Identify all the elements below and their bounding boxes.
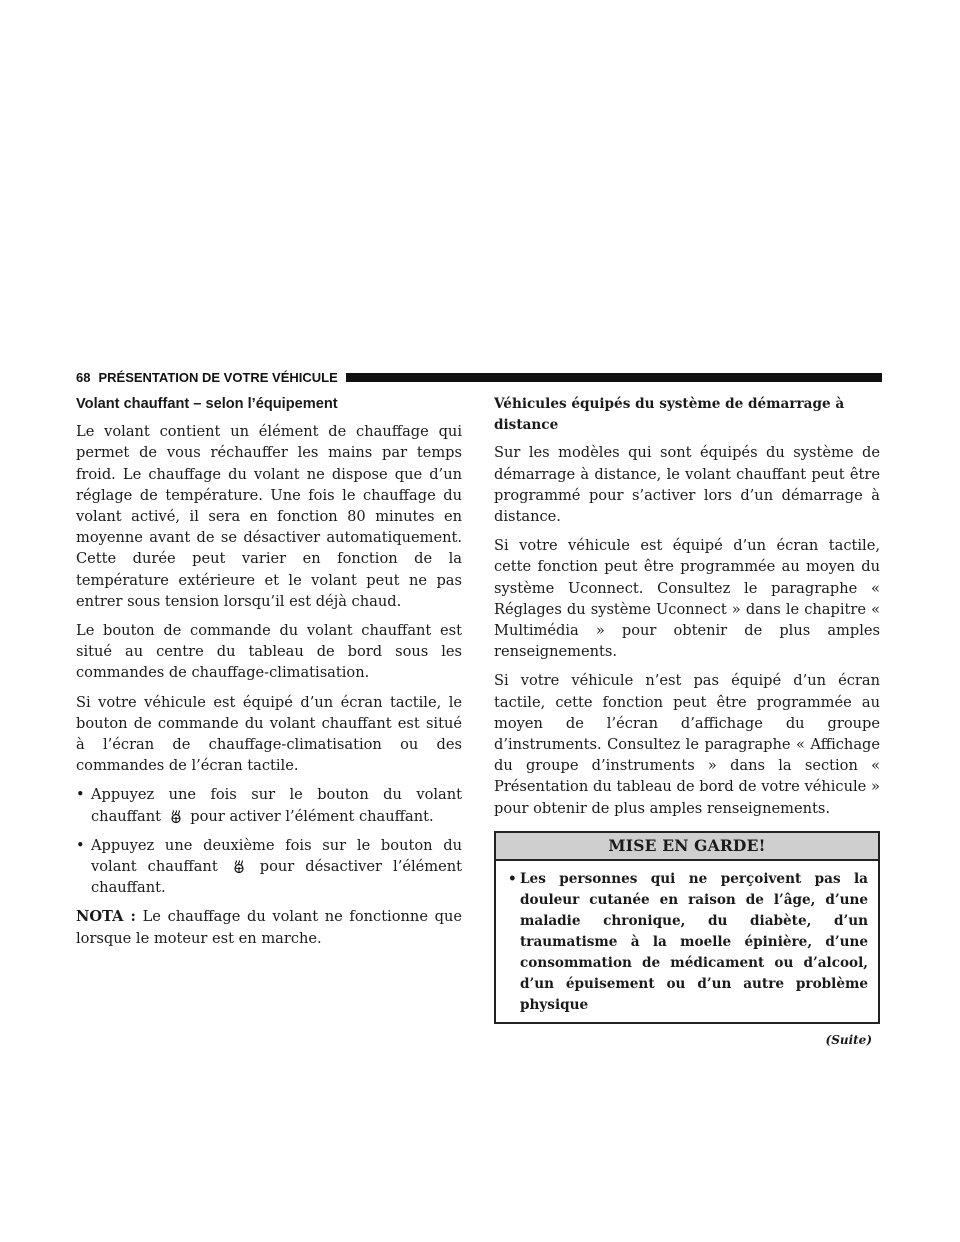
paragraph: Si votre véhicule n’est pas équipé d’un écran tactile, cette fonction peut être programmée au moyen de l’écran d’affichage du groupe d’instruments. Consultez le paragraphe « Affichage du groupe d’instruments » dans la section « Présentation du tableau de bord de votre véhicule » pour obtenir de plus amples renseignements. bbox=[494, 672, 880, 817]
warning-title: MISE EN GARDE! bbox=[496, 833, 878, 861]
header-rule bbox=[346, 373, 882, 382]
list-item bbox=[76, 784, 462, 826]
paragraph: Le bouton de commande du volant chauffant est situé au centre du tableau de bord sous les commandes de chauffage-climatisation. bbox=[76, 622, 462, 682]
note-label: NOTA : bbox=[76, 908, 136, 926]
heated-steering-wheel-icon bbox=[169, 809, 183, 823]
warning-body bbox=[496, 861, 878, 1022]
bullet-text: Appuyez une fois sur le bouton du volant chauffant bbox=[91, 786, 462, 825]
paragraph: Si votre véhicule est équipé d’un écran tactile, le bouton de commande du volant chauffant est situé à l’écran de chauffage-climatisation ou des commandes de l’écran tactile. bbox=[76, 693, 462, 775]
bullet-text: pour désactiver l’élément chauffant. bbox=[91, 858, 463, 897]
note-paragraph bbox=[76, 906, 462, 948]
paragraph: Le volant contient un élément de chauffage qui permet de vous réchauffer les mains par temps froid. Le chauffage du volant ne dispose que d’un réglage de température. Une fois le chauffage du volant activé, il sera en fonction 80 minutes en moyenne avant de se désactiver automatiquement. Cette durée peut varier en fonction de la température extérieure et le volant peut ne pas entrer sous tension lorsqu’il est déjà chaud. bbox=[76, 423, 462, 610]
page-header bbox=[76, 368, 882, 386]
bullet-text: Appuyez une deuxième fois sur le bouton du volant chauffant bbox=[91, 836, 462, 876]
page-number: 68 bbox=[76, 369, 91, 385]
bullet-mark: • bbox=[76, 786, 85, 804]
warning-box bbox=[494, 831, 880, 1024]
sub-heading: Véhicules équipés du système de démarrage à distance bbox=[494, 396, 845, 434]
paragraph: Sur les modèles qui sont équipés du système de démarrage à distance, le volant chauffant peut être programmé pour s’activer lors d’un démarrage à distance. bbox=[494, 444, 880, 526]
warning-text: Les personnes qui ne perçoivent pas la douleur cutanée en raison de l’âge, d’une maladie chronique, du diabète, d’un traumatisme à la moelle épinière, d’une consommation de médicament ou d’alcool, d’un épuisement ou d’un autre problème physique bbox=[520, 870, 868, 1013]
section-heading: Volant chauffant – selon l’équipement bbox=[76, 396, 338, 412]
left-column bbox=[76, 392, 462, 957]
bullet-text: pour activer l’élément chauffant. bbox=[190, 807, 434, 825]
bullet-list bbox=[76, 784, 462, 898]
heated-steering-wheel-icon bbox=[232, 859, 246, 873]
paragraph: Si votre véhicule est équipé d’un écran tactile, cette fonction peut être programmée au moyen du système Uconnect. Consultez le paragraphe « Réglages du système Uconnect » dans le chapitre « Multimédia » pour obtenir de plus amples renseignements. bbox=[494, 537, 880, 661]
warning-list bbox=[508, 869, 868, 1016]
note-text: Le chauffage du volant ne fonctionne que lorsque le moteur est en marche. bbox=[76, 908, 462, 947]
bullet-mark: • bbox=[76, 836, 85, 854]
list-item bbox=[76, 835, 462, 899]
right-column bbox=[494, 392, 880, 1051]
warning-item bbox=[508, 869, 868, 1016]
section-title: PRÉSENTATION DE VOTRE VÉHICULE bbox=[98, 369, 338, 385]
bullet-mark: • bbox=[508, 870, 517, 887]
continued-label: (Suite) bbox=[825, 1032, 872, 1047]
